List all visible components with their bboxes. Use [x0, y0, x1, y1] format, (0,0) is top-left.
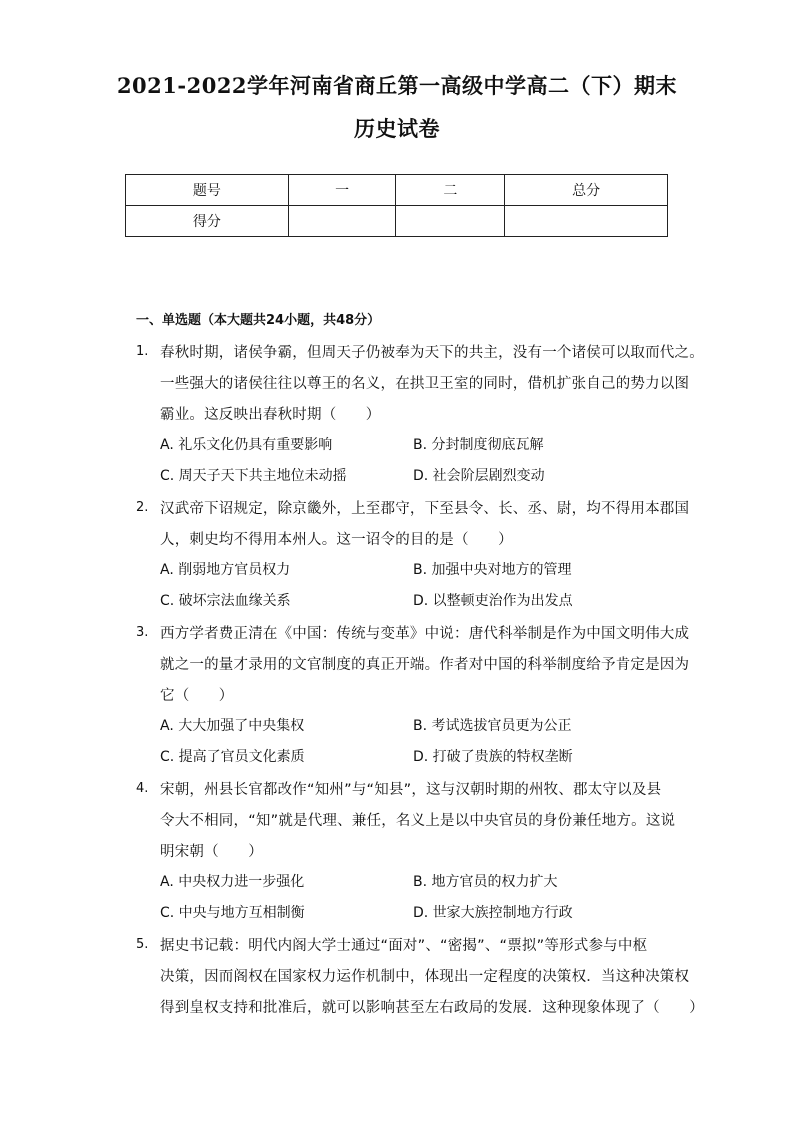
- option-a: A. 削弱地方官员权力: [160, 562, 291, 578]
- exam-title-line2: 历史试卷: [354, 116, 440, 141]
- option-c: C. 破坏宗法血缘关系: [160, 593, 291, 609]
- question-text-line: 人，刺史均不得用本州人。这一诏令的目的是（ ）: [160, 532, 513, 548]
- question-number: 4.: [136, 781, 149, 796]
- option-d: D. 世家大族控制地方行政: [413, 905, 573, 921]
- option-b: B. 地方官员的权力扩大: [413, 874, 558, 890]
- question-text-line: 西方学者费正清在《中国：传统与变革》中说：唐代科举制是作为中国文明伟大成: [160, 626, 690, 642]
- score-cell-total: [505, 206, 668, 237]
- option-c: C. 中央与地方互相制衡: [160, 905, 305, 921]
- question-number: 3.: [136, 625, 149, 640]
- option-c: C. 周天子天下共主地位未动摇: [160, 468, 347, 484]
- question-text-line: 得到皇权支持和批准后，就可以影响甚至左右政局的发展．这种现象体现了（ ）: [160, 1000, 704, 1016]
- question-text-line: 一些强大的诸侯往往以尊王的名义，在拱卫王室的同时，借机扩张自己的势力以图: [160, 376, 690, 392]
- question-number: 2.: [136, 500, 149, 515]
- score-table: [125, 174, 668, 237]
- question-text-line: 决策，因而阁权在国家权力运作机制中，体现出一定程度的决策权．当这种决策权: [160, 969, 690, 985]
- header-cell-part-one: 一: [288, 175, 396, 206]
- score-table-score-row: [126, 206, 668, 237]
- question-text-line: 霸业。这反映出春秋时期（ ）: [160, 407, 381, 423]
- header-cell-part-two: 二: [396, 175, 505, 206]
- option-d: D. 打破了贵族的特权垄断: [413, 749, 573, 765]
- score-row-label: 得分: [126, 206, 289, 237]
- question-text-line: 令大不相同，“知”就是代理、兼任，名义上是以中央官员的身份兼任地方。这说: [160, 813, 676, 829]
- question-number: 5.: [136, 937, 149, 952]
- option-c: C. 提高了官员文化素质: [160, 749, 305, 765]
- question-text-line: 春秋时期，诸侯争霸，但周天子仍被奉为天下的共主，没有一个诸侯可以取而代之。: [160, 345, 704, 361]
- option-b: B. 考试选拔官员更为公正: [413, 718, 572, 734]
- question-text-line: 就之一的量才录用的文官制度的真正开端。作者对中国的科举制度给予肯定是因为: [160, 657, 690, 673]
- score-table-header-row: [126, 175, 668, 206]
- question-text-line: 宋朝，州县长官都改作“知州”与“知县”，这与汉朝时期的州牧、郡太守以及县: [160, 782, 662, 798]
- score-cell-part-one: [288, 206, 396, 237]
- section-heading: 一、单选题（本大题共24小题，共48分）: [136, 313, 381, 328]
- question-text-line: 它（ ）: [160, 688, 234, 704]
- option-a: A. 中央权力进一步强化: [160, 874, 305, 890]
- option-a: A. 大大加强了中央集权: [160, 718, 305, 734]
- score-cell-part-two: [396, 206, 505, 237]
- header-cell-question-no: 题号: [126, 175, 289, 206]
- question-text-line: 明宋朝（ ）: [160, 844, 263, 860]
- option-b: B. 分封制度彻底瓦解: [413, 437, 544, 453]
- option-a: A. 礼乐文化仍具有重要影响: [160, 437, 333, 453]
- header-cell-total: 总分: [505, 175, 668, 206]
- question-number: 1.: [136, 344, 149, 359]
- question-text-line: 汉武帝下诏规定，除京畿外，上至郡守，下至县令、长、丞、尉，均不得用本郡国: [160, 501, 690, 517]
- exam-title-line1: 2021-2022学年河南省商丘第一高级中学高二（下）期末: [116, 73, 678, 98]
- option-d: D. 以整顿吏治作为出发点: [413, 593, 573, 609]
- question-text-line: 据史书记载：明代内阁大学士通过“面对”、“密揭”、“票拟”等形式参与中枢: [160, 938, 648, 954]
- option-b: B. 加强中央对地方的管理: [413, 562, 572, 578]
- option-d: D. 社会阶层剧烈变动: [413, 468, 545, 484]
